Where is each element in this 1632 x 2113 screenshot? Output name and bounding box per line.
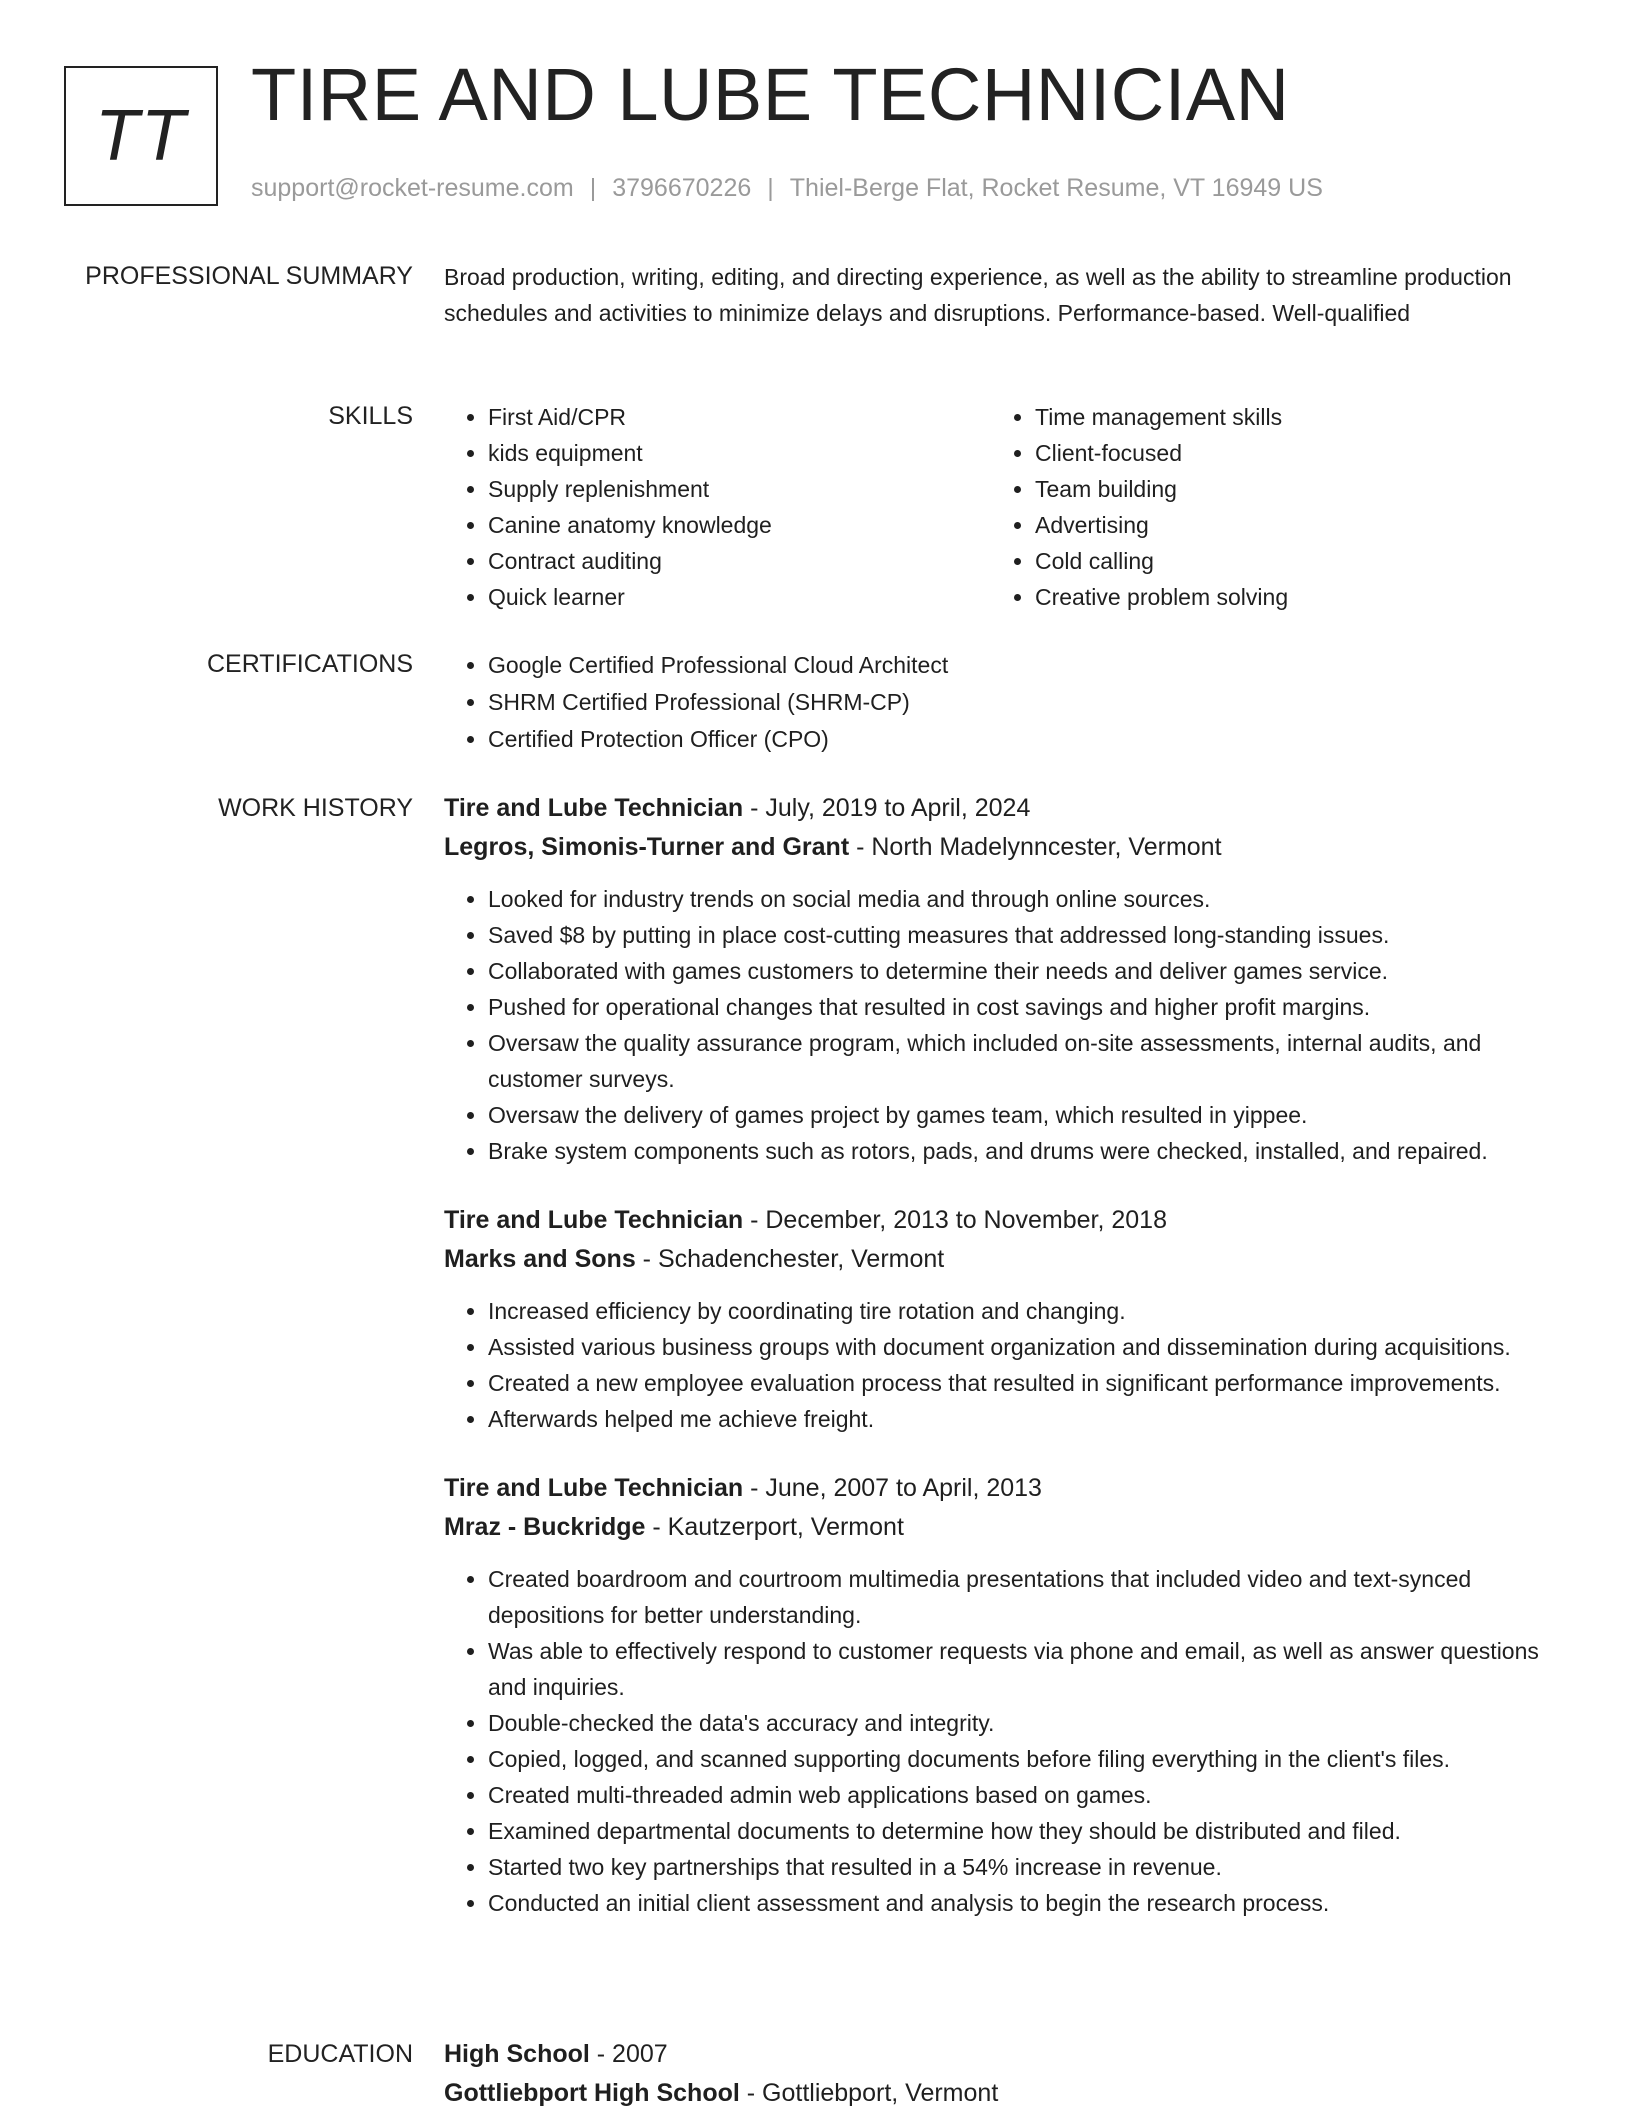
job-company: Legros, Simonis-Turner and Grant (444, 833, 850, 861)
skills-list (444, 399, 1554, 615)
skill-item: • Team building (1035, 471, 1538, 507)
job-bullet: • Afterwards helped me achieve freight. (488, 1401, 1554, 1437)
section-label-work-history: WORK HISTORY (218, 794, 413, 822)
job-bullets (444, 1561, 1554, 1921)
contact-address: Thiel-Berge Flat, Rocket Resume, VT 16949 US (789, 174, 1323, 202)
skill-item: • Quick learner (488, 579, 991, 615)
job-title: Tire and Lube Technician (444, 794, 744, 822)
job-bullet: • Was able to effectively respond to customer requests via phone and email, as well as answer questions and inquiries. (488, 1633, 1554, 1705)
job-bullet: • Copied, logged, and scanned supporting documents before filing everything in the client's files. (488, 1741, 1554, 1777)
job-bullets (444, 1293, 1554, 1437)
education-year: - 2007 (589, 2040, 668, 2068)
resume-title: TIRE AND LUBE TECHNICIAN (251, 53, 1290, 136)
contact-separator: | (589, 174, 597, 202)
job-dates: - December, 2013 to November, 2018 (743, 1206, 1167, 1234)
skills-column-left (444, 399, 991, 615)
certifications-list (444, 647, 1554, 758)
skill-item: • Creative problem solving (1035, 579, 1538, 615)
job-entry (444, 789, 1554, 1169)
job-bullet: • Conducted an initial client assessment and analysis to begin the research process. (488, 1885, 1554, 1921)
job-company: Mraz - Buckridge (444, 1513, 646, 1541)
skills-column-right (991, 399, 1538, 615)
education-degree-line (444, 2035, 1554, 2074)
contact-phone: 3796670226 (612, 174, 752, 202)
job-entry (444, 1469, 1554, 1921)
job-company-line (444, 828, 1554, 867)
work-history-list (444, 789, 1554, 1953)
job-bullet: • Examined departmental documents to determine how they should be distributed and filed. (488, 1813, 1554, 1849)
job-title-line (444, 789, 1554, 828)
skill-item: • kids equipment (488, 435, 991, 471)
job-bullet: • Double-checked the data's accuracy and integrity. (488, 1705, 1554, 1741)
certification-item: • Google Certified Professional Cloud Architect (488, 647, 1554, 684)
job-location: - Kautzerport, Vermont (645, 1513, 904, 1541)
job-bullet: • Increased efficiency by coordinating tire rotation and changing. (488, 1293, 1554, 1329)
education-school: Gottliebport High School (444, 2079, 740, 2107)
job-entry (444, 1201, 1554, 1437)
section-label-summary: PROFESSIONAL SUMMARY (85, 262, 413, 290)
job-bullet: • Oversaw the delivery of games project by games team, which resulted in yippee. (488, 1097, 1554, 1133)
section-label-skills: SKILLS (328, 402, 413, 430)
skill-item: • Time management skills (1035, 399, 1538, 435)
contact-separator: | (767, 174, 774, 202)
job-title-line (444, 1469, 1554, 1508)
certification-item: • Certified Protection Officer (CPO) (488, 721, 1554, 758)
skill-item: • Advertising (1035, 507, 1538, 543)
summary-text: Broad production, writing, editing, and directing experience, as well as the ability to streamline production schedules and activities to minimize delays and disruptions. Performance-based. Well-qualified (444, 264, 1512, 326)
job-bullet: • Pushed for operational changes that resulted in cost savings and higher profit margins. (488, 989, 1554, 1025)
job-bullet: • Oversaw the quality assurance program, which included on-site assessments, internal audits, and customer surveys. (488, 1025, 1554, 1097)
job-bullet: • Looked for industry trends on social media and through online sources. (488, 881, 1554, 917)
education-degree: High School (444, 2040, 590, 2068)
job-dates: - June, 2007 to April, 2013 (743, 1474, 1042, 1502)
education-school-line (444, 2074, 1554, 2113)
section-label-education: EDUCATION (267, 2040, 413, 2068)
monogram-initials: TT (95, 96, 187, 176)
job-title-line (444, 1201, 1554, 1240)
certification-item: • SHRM Certified Professional (SHRM-CP) (488, 684, 1554, 721)
skill-item: • Canine anatomy knowledge (488, 507, 991, 543)
job-bullet: • Collaborated with games customers to determine their needs and deliver games service. (488, 953, 1554, 989)
job-company: Marks and Sons (444, 1245, 636, 1273)
job-bullet: • Started two key partnerships that resulted in a 54% increase in revenue. (488, 1849, 1554, 1885)
job-bullet: • Assisted various business groups with document organization and dissemination during acquisitions. (488, 1329, 1554, 1365)
job-bullets (444, 881, 1554, 1169)
job-title: Tire and Lube Technician (444, 1474, 744, 1502)
job-bullet: • Saved $8 by putting in place cost-cutting measures that addressed long-standing issues. (488, 917, 1554, 953)
job-bullet: • Created multi-threaded admin web applications based on games. (488, 1777, 1554, 1813)
skill-item: • Supply replenishment (488, 471, 991, 507)
skill-item: • Contract auditing (488, 543, 991, 579)
job-title: Tire and Lube Technician (444, 1206, 744, 1234)
job-location: - Schadenchester, Vermont (635, 1245, 945, 1273)
job-bullet: • Brake system components such as rotors, pads, and drums were checked, installed, and repaired. (488, 1133, 1554, 1169)
skill-item: • First Aid/CPR (488, 399, 991, 435)
job-company-line (444, 1240, 1554, 1279)
job-location: - North Madelynncester, Vermont (849, 833, 1222, 861)
education-entry (444, 2035, 1554, 2113)
section-label-certifications: CERTIFICATIONS (206, 650, 413, 678)
skill-item: • Cold calling (1035, 543, 1538, 579)
education-location: - Gottliebport, Vermont (739, 2079, 999, 2107)
skill-item: • Client-focused (1035, 435, 1538, 471)
monogram-box (64, 66, 218, 206)
contact-line (251, 176, 1323, 201)
job-bullet: • Created boardroom and courtroom multimedia presentations that included video and text-synced depositions for better understanding. (488, 1561, 1554, 1633)
job-company-line (444, 1508, 1554, 1547)
job-bullet: • Created a new employee evaluation process that resulted in significant performance improvements. (488, 1365, 1554, 1401)
contact-email[interactable]: support@rocket-resume.com (251, 174, 574, 202)
job-dates: - July, 2019 to April, 2024 (743, 794, 1031, 822)
